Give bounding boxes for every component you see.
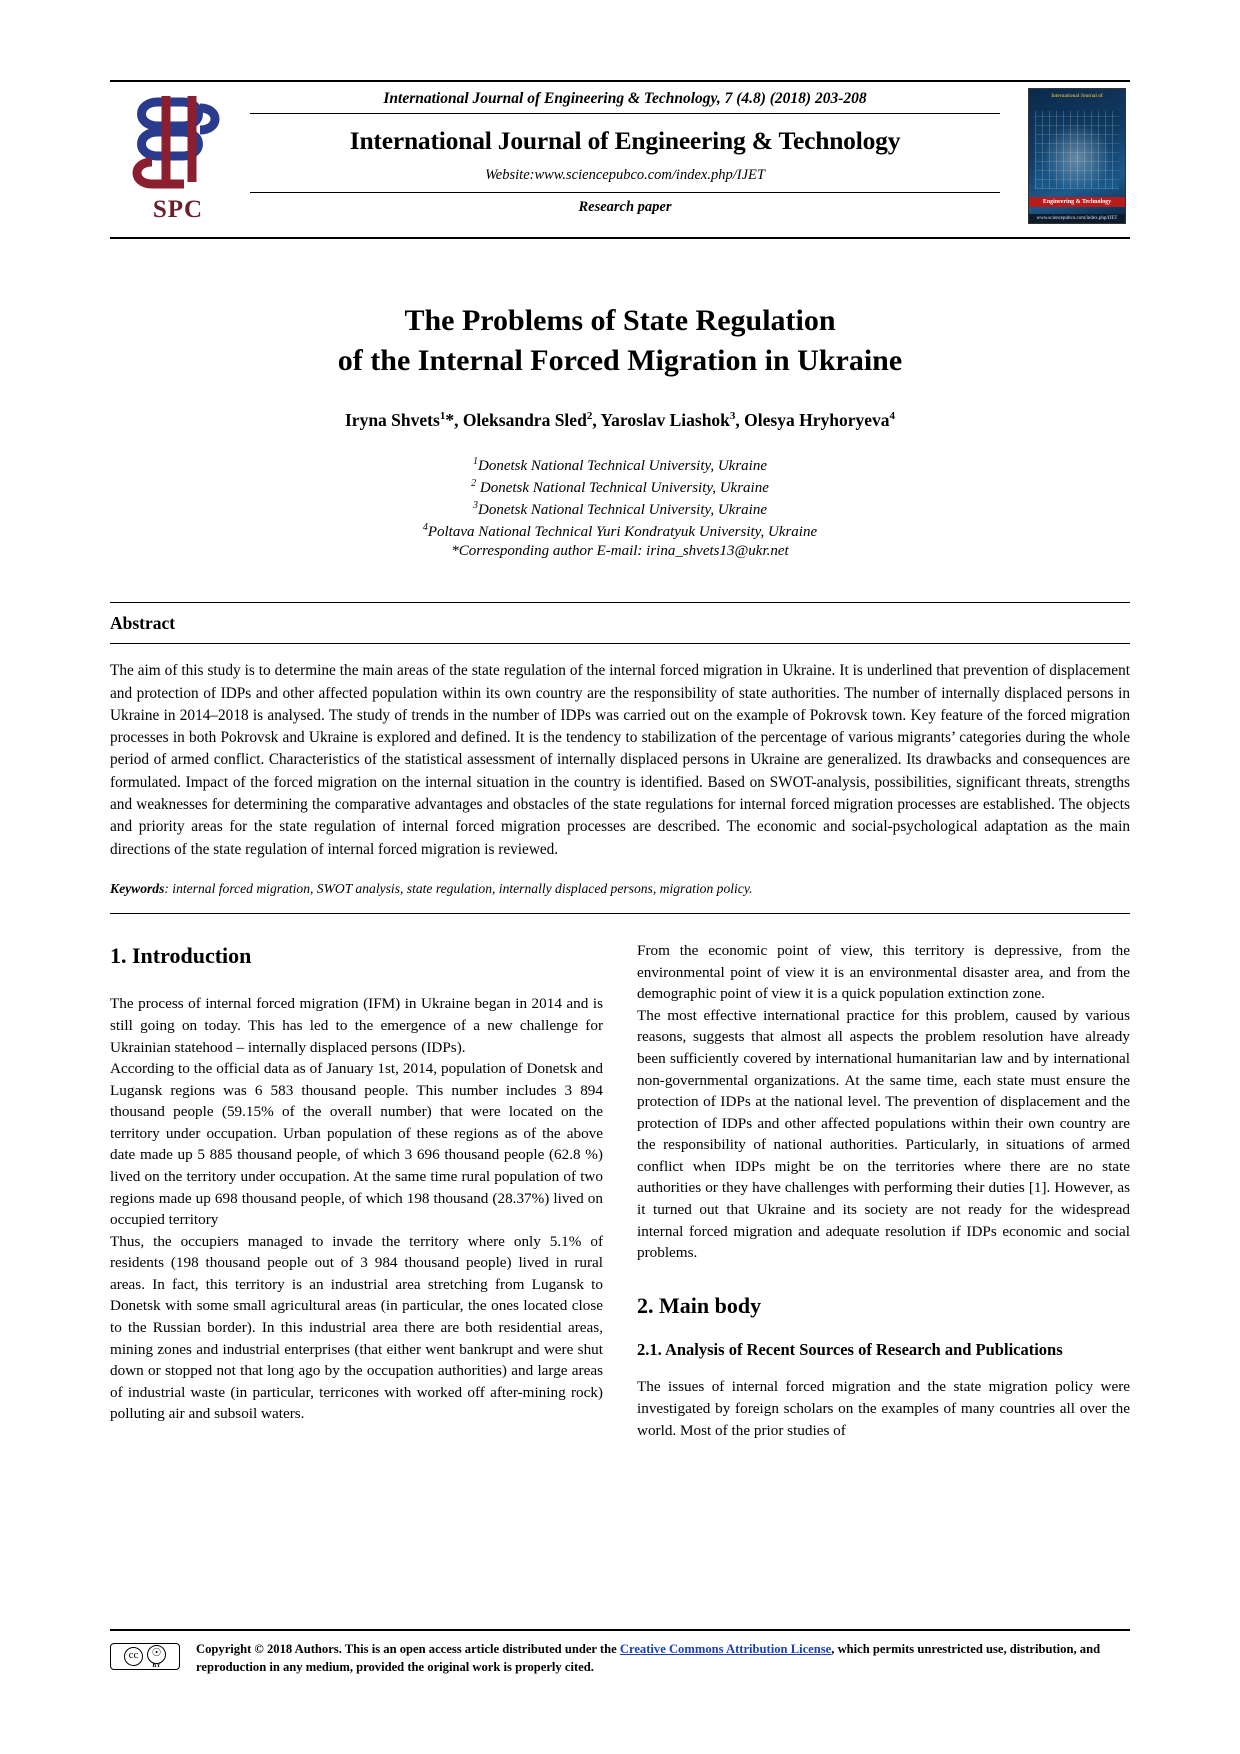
abstract-bottom-rule: [110, 913, 1130, 914]
footer-rule: [110, 1629, 1130, 1631]
paper-title-line-1: The Problems of State Regulation: [404, 304, 836, 337]
body-columns: [110, 940, 1130, 1441]
paper-title-line-2: of the Internal Forced Migration in Ukraine: [337, 343, 903, 377]
cc-glyph-icon: cc: [124, 1647, 143, 1666]
abstract-heading: Abstract: [110, 613, 176, 634]
affiliation-item: $^3$Donetsk National Technical University, Ukraine: [473, 499, 767, 518]
abstract-mid-rule: [110, 643, 1130, 644]
journal-website: Website:www.sciencepubco.com/index.php/IJET: [485, 167, 765, 183]
left-column: [110, 940, 603, 1441]
spc-logo-text: SPC: [152, 196, 204, 223]
cover-band-url: www.sciencepubco.com/index.php/IJET: [1029, 214, 1125, 223]
section-heading-main-body: 2. Main body: [637, 1292, 762, 1318]
spc-logo-mark: [122, 86, 234, 194]
journal-name: International Journal of Engineering & Technology: [349, 126, 901, 155]
affiliation-item: $^2$ Donetsk National Technical University, Ukraine: [471, 477, 769, 496]
footer-body: [110, 1641, 1130, 1676]
cc-by-label: BY: [152, 1662, 161, 1669]
keywords-label: Keywords: [110, 881, 165, 897]
article-type-label: Research paper: [578, 199, 672, 215]
creative-commons-icon: [110, 1643, 180, 1670]
page-footer: [110, 1629, 1130, 1676]
cc-by-wrap: [147, 1645, 166, 1669]
cover-artwork: [1035, 111, 1119, 189]
paragraph: The most effective international practice for this problem, caused by various reasons, suggests that almost all aspects the problem resolution have already been sufficiently covered by international humanitarian law and by international non-governmental organizations. At the same time, each state must ensure the protection of IDPs at the national level. The prevention of displacement and the protection of IDPs and other affected populations within their own country are the responsibility of national authorities. Particularly, in situations of armed conflict when IDPs might be on the territories where there are no state authorities or they have challenges with performing their duties [1]. However, as it turned out that Ukraine and its society are not ready for the widespread internal forced migration and adequate resolution if IDPs economic and social problems.: [637, 1006, 1130, 1262]
copyright-notice: [196, 1641, 1130, 1676]
license-link[interactable]: Creative Commons Attribution License: [619, 1642, 832, 1657]
corresponding-author-email: *Corresponding author E-mail: irina_shvets13@ukr.net: [451, 543, 789, 560]
journal-cover-thumbnail: [1028, 88, 1126, 224]
paragraph: The process of internal forced migration (IFM) in Ukraine began in 2014 and is still going on today. This has led to the emergence of a new challenge for Ukrainian statehood – internally displaced persons (IDPs).: [110, 995, 603, 1056]
masthead-center: [250, 82, 1000, 216]
spc-publisher-logo: [118, 86, 238, 226]
abstract-top-rule: [110, 602, 1130, 603]
paragraph: From the economic point of view, this territory is depressive, from the environmental point of view it is an environmental disaster area, and from the demographic point of view it is a quick population extinction zone.: [637, 942, 1130, 1003]
keywords-values: : internal forced migration, SWOT analysis, state regulation, internally displaced persons, migration policy.: [164, 881, 753, 897]
paragraph: The issues of internal forced migration and the state migration policy were investigated by foreign scholars on the examples of many countries all over the world. Most of the prior studies of: [637, 1378, 1130, 1439]
section-heading-introduction: 1. Introduction: [110, 943, 252, 969]
page-title: [110, 301, 1130, 380]
abstract-text: The aim of this study is to determine the main areas of the state regulation of the internal forced migration in Ukraine. It is underlined that prevention of displacement and protection of IDPs and other affected population within its own country are the responsibility of state authorities. The number of internally displaced persons in Ukraine in 2014–2018 is analysed. The study of trends in the number of IDPs was carried out on the example of Pokrovsk town. Key feature of the forced migration processes in both Pokrovsk and Ukraine is explored and defined. It is the tendency to stabilization of the percentage of various migrants’ categories during the whole period of armed conflict. Characteristics of the statistical assessment of internally displaced persons in Ukraine are generalized. Its drawbacks and consequences are formulated. Impact of the forced migration on the internal situation in the country is identified. Based on SWOT-analysis, possibilities, significant threats, strengths and weaknesses for determining the comparative advantages and obstacles of the state regulations for internal forced migration processes are established. The objects and priority areas for the state regulation of internal forced migration processes are described. The economic and social-psychological adaptation as the main directions of the state regulation of internal forced migration is reviewed.: [110, 662, 1130, 858]
paragraph: According to the official data as of January 1st, 2014, population of Donetsk and Lugansk regions was 6 583 thousand people. This number includes 3 894 thousand people (59.15% of the overall number) that were located on the territory under occupation. Urban population of these regions as of the above date made up 5 885 thousand people, of which 3 696 thousand people (62.8 %) lived on the territory under occupation. At the same time rural population of two regions made up 698 thousand people, of which 198 thousand (28.37%) lived on occupied territory: [110, 1060, 603, 1229]
affiliation-list: [110, 455, 1130, 562]
affiliation-item: $^4$Poltava National Technical Yuri Kondratyuk University, Ukraine: [422, 521, 818, 540]
keywords-line: [110, 881, 1130, 897]
copyright-text-post: , which permits unrestricted use, distribution, and reproduction in any medium, provided the original work is properly cited.: [196, 1642, 1101, 1674]
cover-band-title: Engineering & Technology: [1029, 197, 1125, 207]
right-column: [637, 940, 1130, 1441]
journal-citation-line: International Journal of Engineering & Technology, 7 (4.8) (2018) 203-208: [250, 90, 1000, 114]
subsection-heading-analysis: 2.1. Analysis of Recent Sources of Research and Publications: [637, 1340, 1063, 1360]
title-block: [110, 301, 1130, 562]
cc-person-icon: ☉: [147, 1645, 166, 1664]
author-list: Iryna Shvets$^1$*, Oleksandra Sled$^2$, Yaroslav Liashok$^3$, Olesya Hryhoryeva$^4$: [345, 410, 895, 431]
cover-title-text: International Journal of: [1051, 93, 1103, 99]
journal-masthead: [110, 80, 1130, 239]
paragraph: Thus, the occupiers managed to invade the territory where only 5.1% of residents (198 thousand people out of 3 984 thousand people) lived in rural areas. In fact, this territory is an industrial area stretching from Lugansk to Donetsk with some small agricultural areas (in particular, the ones located close to the Russian border). In this industrial area there are both residential areas, mining zones and industrial enterprises (that either went bankrupt and were shut down or stopped not that long ago by the occupation authorities) and large areas of industrial waste (in particular, terricones with worked off after-mining rock) polluting air and subsoil waters.: [110, 1232, 603, 1423]
affiliation-item: $^1$Donetsk National Technical University, Ukraine: [473, 456, 767, 475]
copyright-text-pre: Copyright © 2018 Authors. This is an open access article distributed under the: [196, 1642, 620, 1657]
masthead-divider: [250, 192, 1000, 193]
